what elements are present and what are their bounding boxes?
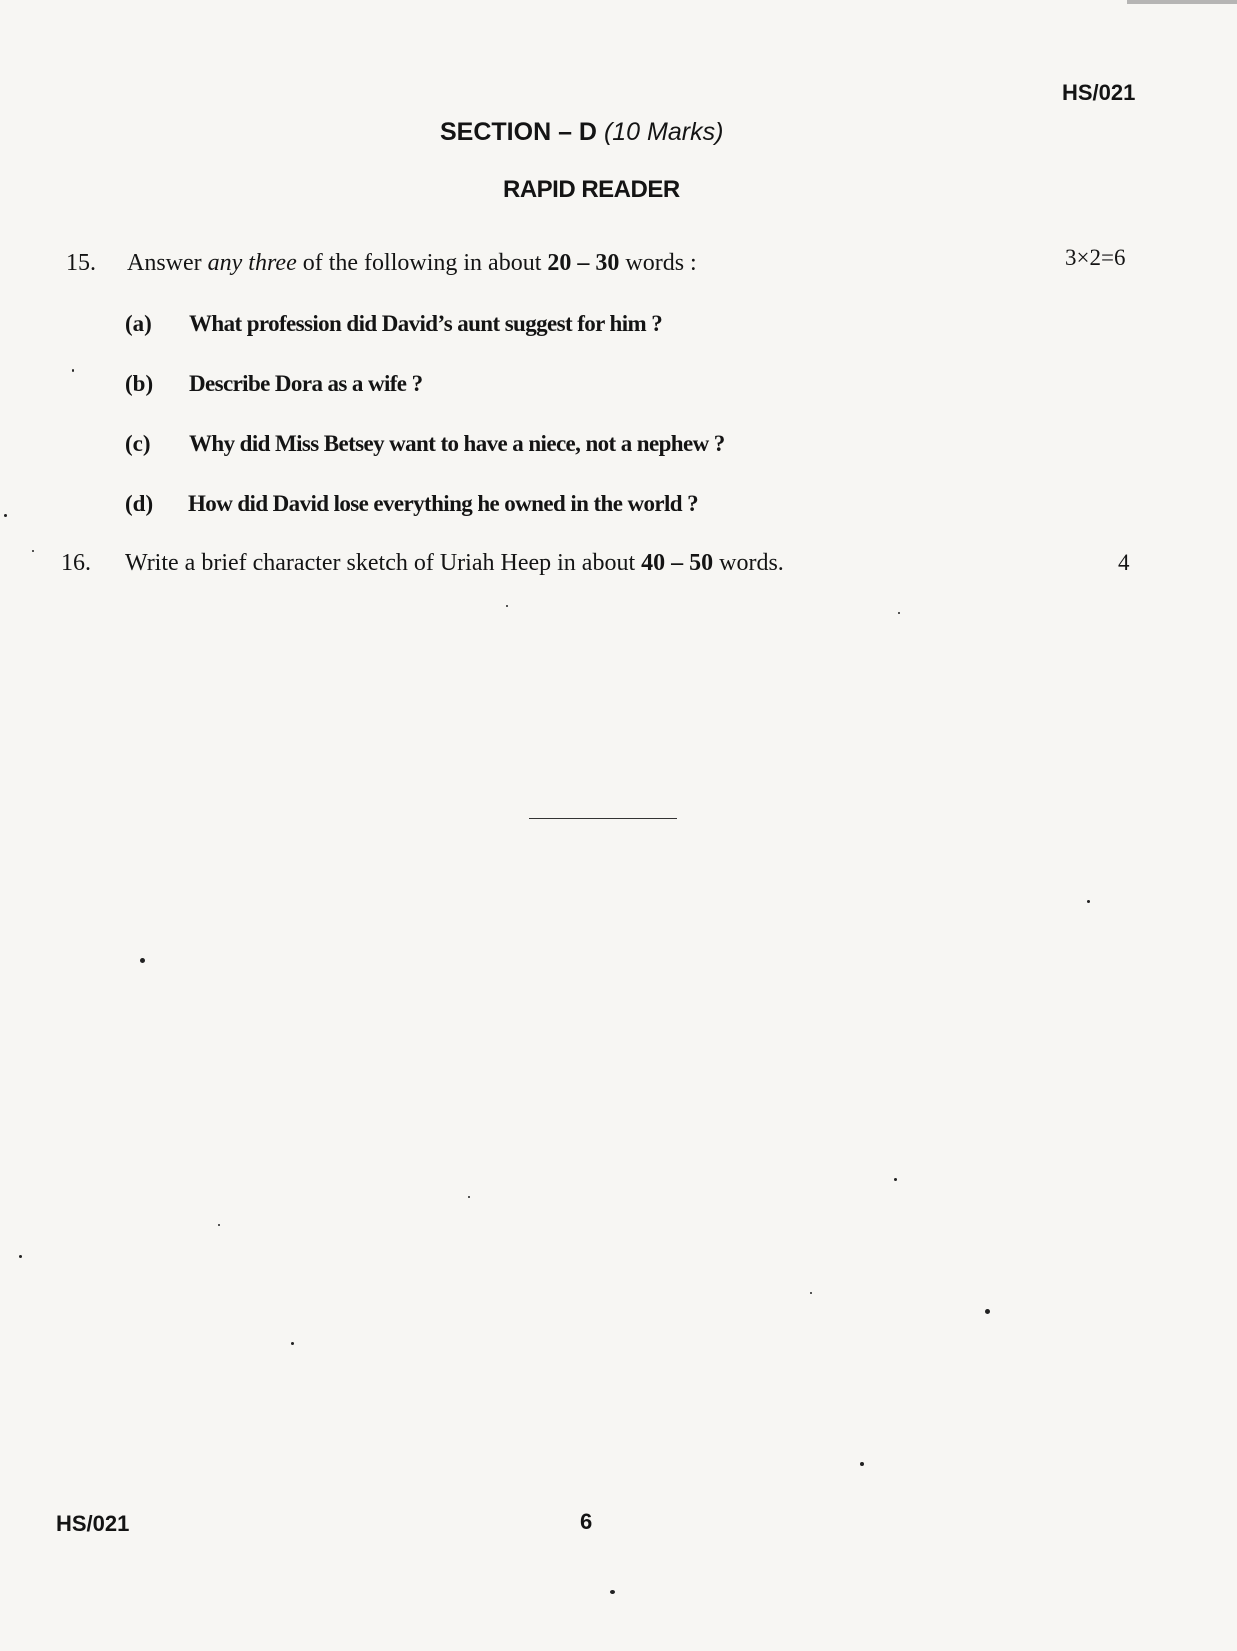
question-text-part: words. (713, 550, 784, 576)
question-text-part: Answer (127, 250, 208, 276)
section-title (440, 118, 723, 147)
question-text (125, 550, 784, 577)
scan-speck (468, 1196, 470, 1198)
scan-edge-shadow (1127, 0, 1237, 4)
section-marks: (10 Marks) (603, 118, 724, 146)
scan-speck (1087, 900, 1090, 903)
section-letter: – D (558, 118, 597, 146)
scan-speck (218, 1224, 220, 1226)
scan-speck (19, 1255, 22, 1258)
question-text-part: words : (619, 250, 697, 276)
scan-speck (610, 1590, 615, 1594)
scan-speck (72, 369, 74, 372)
sub-question-label: (a) (125, 311, 152, 336)
word-limit: 20 – 30 (547, 250, 620, 276)
scan-speck (4, 514, 7, 517)
question-text (127, 250, 697, 277)
scan-speck (506, 605, 508, 607)
page-number: 6 (580, 1509, 593, 1534)
question-marks: 4 (1118, 550, 1130, 575)
end-of-section-rule (529, 818, 677, 819)
question-number: 16. (61, 550, 91, 576)
sub-question-text: Describe Dora as a wife ? (189, 371, 423, 396)
question-marks: 3×2=6 (1065, 245, 1126, 270)
scan-speck (894, 1178, 897, 1181)
scan-speck (291, 1342, 294, 1345)
section-subtitle: RAPID READER (503, 176, 680, 203)
sub-question-label: (b) (125, 371, 154, 396)
question-emphasis: any three (207, 250, 297, 276)
scan-speck (32, 550, 34, 552)
question-text-part: Write a brief character sketch of Uriah Heep in about (125, 550, 642, 576)
word-limit: 40 – 50 (641, 550, 714, 576)
scan-speck (985, 1309, 990, 1314)
sub-question-label: (d) (125, 491, 154, 516)
sub-question-text: Why did Miss Betsey want to have a niece, not a nephew ? (189, 431, 725, 456)
sub-question-text: How did David lose everything he owned in the world ? (188, 491, 699, 516)
scan-speck (140, 958, 145, 963)
scan-speck (810, 1292, 812, 1294)
scan-speck (860, 1462, 864, 1466)
question-text-part: of the following in about (296, 250, 548, 276)
question-number: 15. (66, 250, 96, 276)
scan-speck (898, 612, 900, 614)
paper-code-top: HS/021 (1062, 80, 1136, 105)
sub-question-label: (c) (125, 431, 151, 456)
paper-code-bottom: HS/021 (56, 1511, 130, 1536)
section-label: SECTION (440, 118, 552, 146)
sub-question-text: What profession did David’s aunt suggest for him ? (189, 311, 663, 336)
